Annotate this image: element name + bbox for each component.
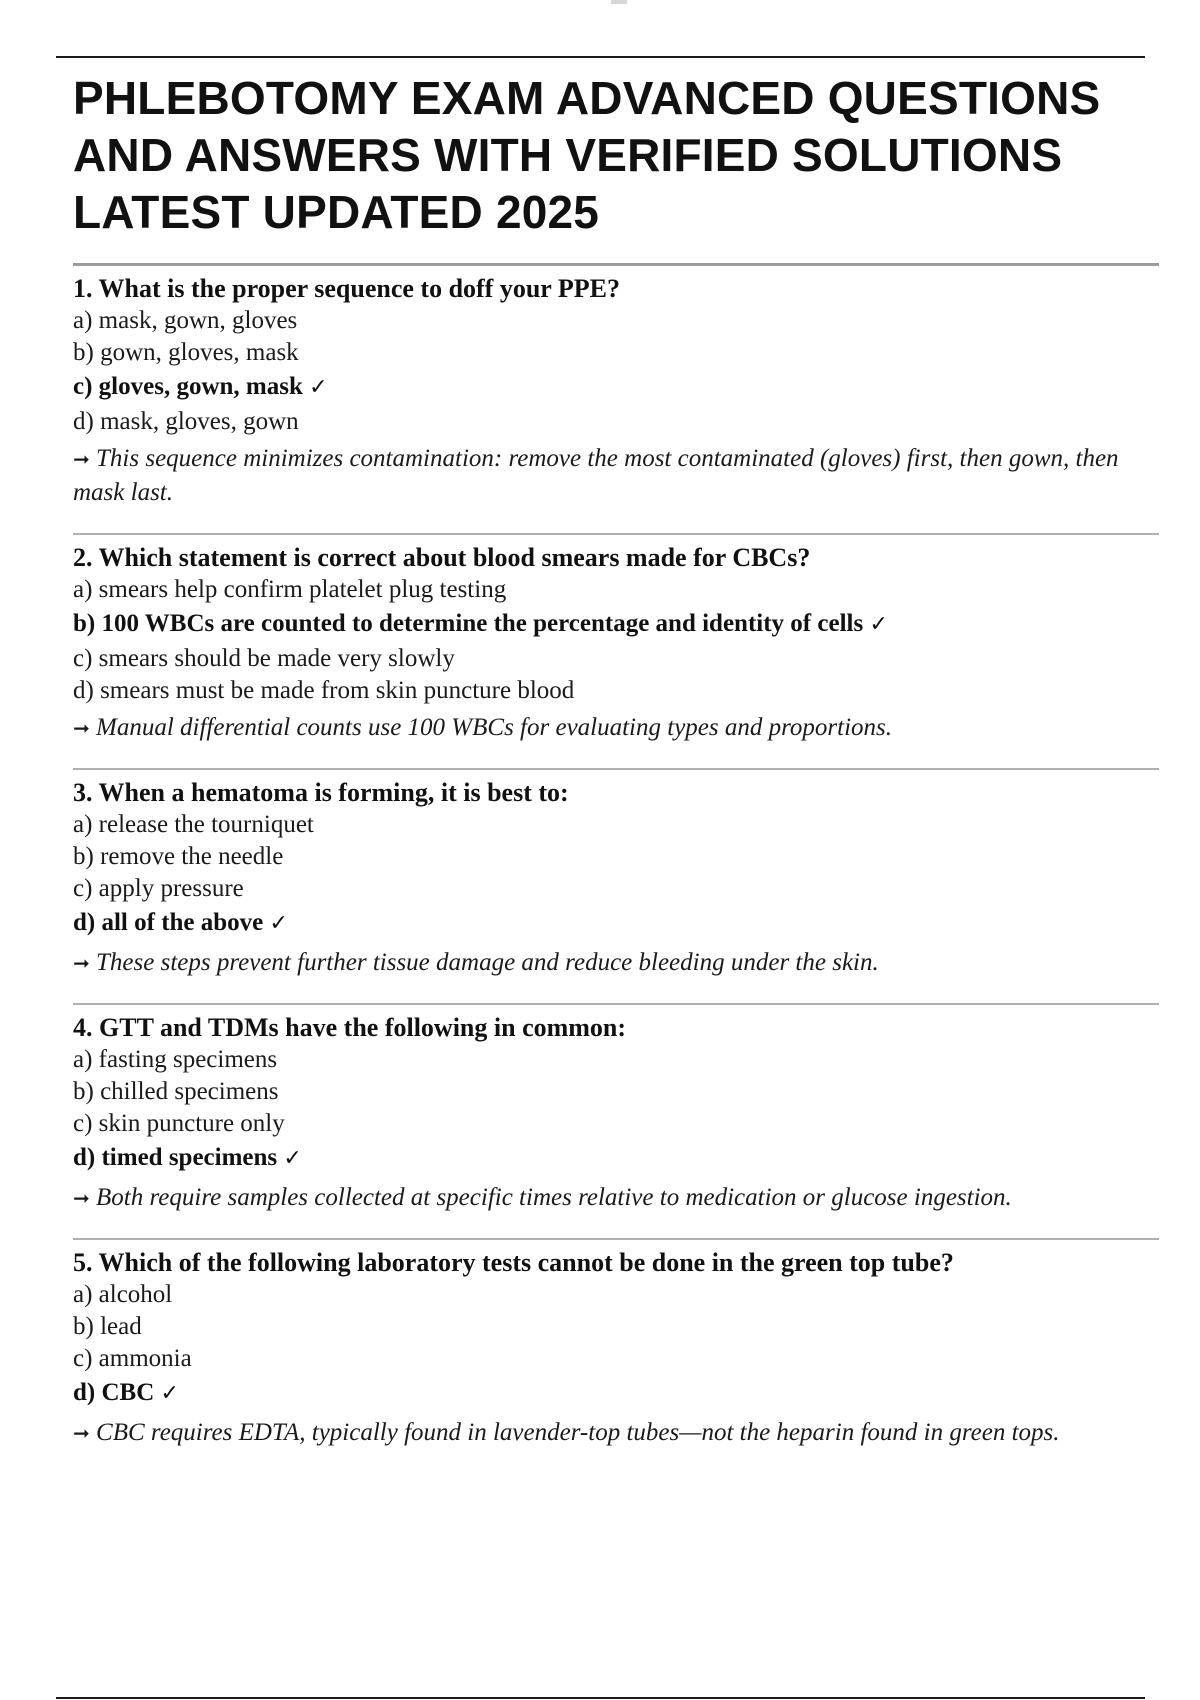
check-icon: ✓ [269,911,288,936]
explanation-text: CBC requires EDTA, typically found in lavender-top tubes—not the heparin found in green tops. [96,1419,1060,1446]
question-list [73,263,1159,1473]
option-a: a) alcohol [73,1281,173,1308]
check-icon: ✓ [160,1381,179,1406]
option-c: c) ammonia [73,1345,192,1372]
option-a: a) fasting specimens [73,1046,278,1073]
option-label: d) all of the above [73,909,264,936]
option-b: b) lead [73,1313,142,1340]
check-icon: ✓ [283,1146,302,1171]
explanation [73,1181,1159,1215]
question-block [73,768,1159,1003]
question-block [73,263,1159,533]
option-d-correct [73,1375,1159,1412]
arrow-icon: ➞ [73,716,90,740]
question-text: 1. What is the proper sequence to doff your PPE? [73,274,620,303]
question-block [73,1003,1159,1238]
option-b: b) remove the needle [73,843,284,870]
question-text: 5. Which of the following laboratory tests cannot be done in the green top tube? [73,1248,954,1277]
option-label: c) gloves, gown, mask [73,373,303,400]
option-d-correct [73,1140,1159,1177]
option-label: d) CBC [73,1379,155,1406]
option-b: b) chilled specimens [73,1078,279,1105]
question-text: 2. Which statement is correct about blood smears made for CBCs? [73,543,811,572]
explanation-text: This sequence minimizes contamination: remove the most contaminated (gloves) first, then gown, then mask last. [73,445,1119,506]
check-icon: ✓ [869,612,888,637]
header-rule [56,56,1145,58]
option-label: b) 100 WBCs are counted to determine the percentage and identity of cells [73,610,864,637]
explanation [73,711,1159,745]
arrow-icon: ➞ [73,1421,90,1445]
check-icon: ✓ [309,375,328,400]
question-block [73,1238,1159,1473]
question-block [73,533,1159,768]
option-b: b) gown, gloves, mask [73,339,299,366]
option-d: d) mask, gloves, gown [73,408,299,435]
arrow-icon: ➞ [73,1186,90,1210]
footer-rule [56,1697,1145,1699]
explanation-text: Both require samples collected at specific times relative to medication or glucose ingestion. [96,1184,1012,1211]
explanation-text: These steps prevent further tissue damage and reduce bleeding under the skin. [96,949,879,976]
option-c: c) smears should be made very slowly [73,645,455,672]
option-a: a) smears help confirm platelet plug testing [73,576,507,603]
option-a: a) release the tourniquet [73,811,314,838]
page-top-marker [611,0,627,4]
option-label: d) timed specimens [73,1144,278,1171]
document-title: PHLEBOTOMY EXAM ADVANCED QUESTIONS AND ANSWERS WITH VERIFIED SOLUTIONS LATEST UPDATED 2025 [73,72,1101,238]
option-d: d) smears must be made from skin puncture blood [73,677,575,704]
option-c-correct [73,369,1159,406]
explanation [73,442,1159,509]
arrow-icon: ➞ [73,951,90,975]
option-c: c) skin puncture only [73,1110,285,1137]
arrow-icon: ➞ [73,447,90,471]
option-c: c) apply pressure [73,875,244,902]
option-d-correct [73,905,1159,942]
explanation-text: Manual differential counts use 100 WBCs for evaluating types and proportions. [96,714,893,741]
explanation [73,1416,1159,1450]
option-a: a) mask, gown, gloves [73,307,298,334]
option-b-correct [73,606,1159,643]
question-text: 3. When a hematoma is forming, it is best to: [73,778,569,807]
question-text: 4. GTT and TDMs have the following in common: [73,1013,627,1042]
explanation [73,946,1159,980]
